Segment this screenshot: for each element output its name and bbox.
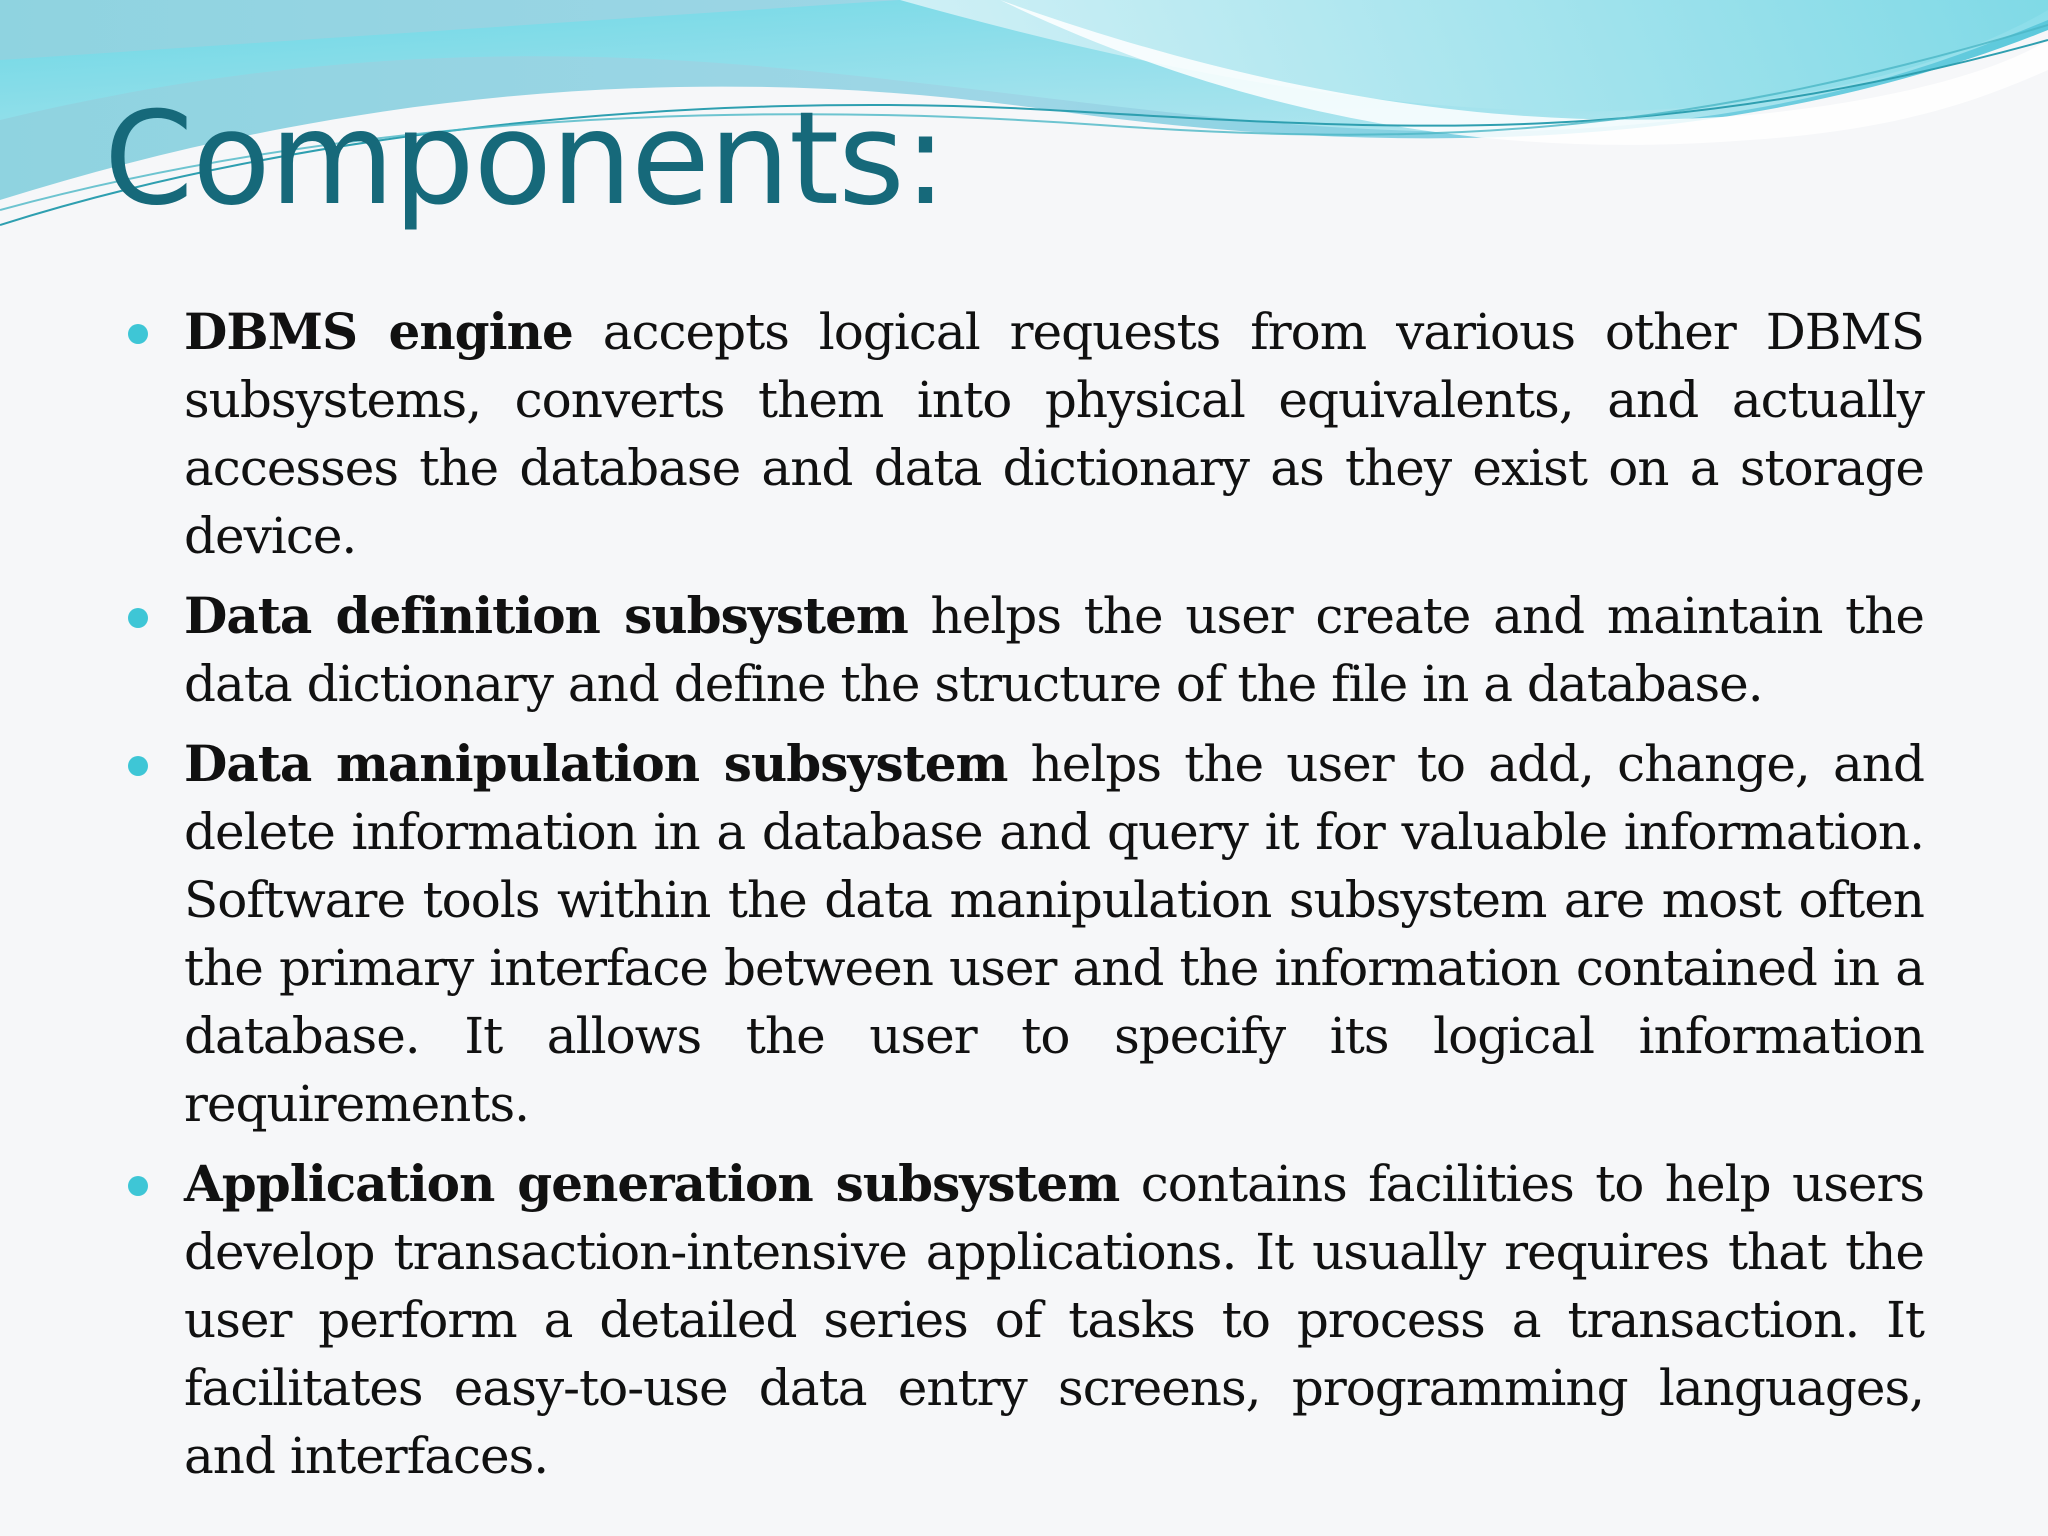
bullet-text: helps the user to add, change, and delete information in a database and query it for valuable information. Software tools within the data manipulation subsystem are most often the primary interface between user and the information contained in a database. It allows the user to specify its logical information requirements. (184, 735, 1924, 1133)
round-bullet-icon (128, 1176, 148, 1196)
bullet-item-data-manipulation (124, 730, 1924, 1138)
bullet-item-data-definition (124, 582, 1924, 718)
round-bullet-icon (128, 608, 148, 628)
bullet-item-application-generation (124, 1150, 1924, 1490)
bullet-term: Data manipulation subsystem (184, 734, 1008, 793)
bullet-item-dbms-engine (124, 298, 1924, 570)
bullet-term: DBMS engine (184, 302, 573, 361)
bullet-list (124, 298, 1924, 1502)
round-bullet-icon (128, 756, 148, 776)
bullet-text: contains facilities to help users develop transaction-intensive applications. It usually requires that the user perform a detailed series of tasks to process a transaction. It facilitates easy-to-use data entry screens, programming languages, and interfaces. (184, 1155, 1925, 1485)
bullet-text: helps the user create and maintain the data dictionary and define the structure of the file in a database. (184, 587, 1925, 713)
bullet-text: accepts logical requests from various other DBMS subsystems, converts them into physical equivalents, and actually accesses the database and data dictionary as they exist on a storage device. (184, 303, 1924, 565)
bullet-term: Application generation subsystem (184, 1154, 1120, 1213)
slide-title: Components: (104, 85, 946, 234)
round-bullet-icon (128, 324, 148, 344)
bullet-term: Data definition subsystem (184, 586, 908, 645)
